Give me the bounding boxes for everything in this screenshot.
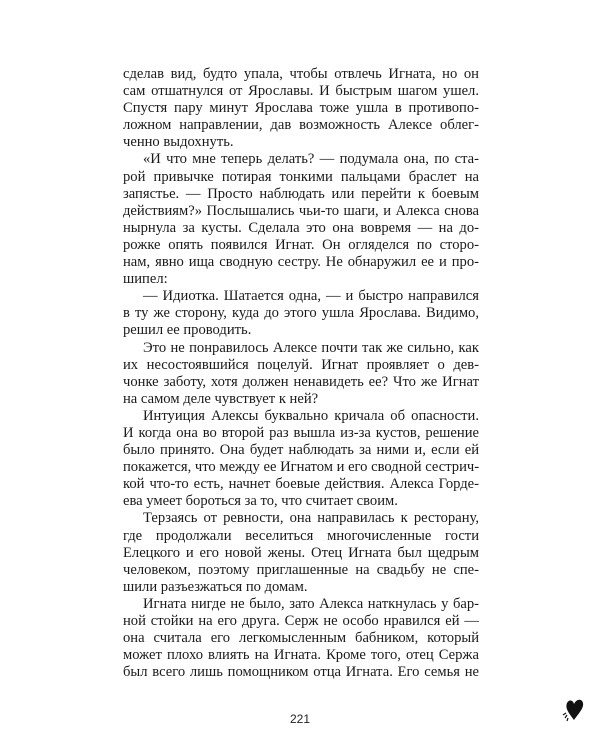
text-line: человеком, поэтому приглашенные на свадьбу не спе- — [123, 561, 479, 578]
page-body-text — [123, 66, 479, 681]
paragraph — [123, 408, 479, 511]
text-line: их несостоявшийся поцелуй. Игнат проявляет о дев- — [123, 356, 479, 373]
text-line: Елецкого и его новой жены. Отец Игната был щедрым — [123, 544, 479, 561]
text-line: чонке заботу, хотя должен ненавидеть ее? Что же Игнат — [123, 373, 479, 390]
text-line: решил ее проводить. — [123, 322, 252, 339]
text-line: рожке опять появился Игнат. Он огляделся по сторо- — [123, 236, 479, 253]
paragraph — [123, 151, 479, 288]
text-line: ной стойки на его друга. Серж не особо нравился ей — — [123, 613, 479, 629]
text-line: — Идиотка. Шатается одна, — и быстро направился — [143, 288, 479, 305]
text-line: И когда она во второй раз вышла из-за кустов, решение — [123, 424, 479, 441]
text-line: рой привычке потирая тонкими пальцами браслет на — [123, 168, 479, 185]
text-line: может плохо влиять на Игната. Кроме того, отец Сержа — [123, 647, 479, 664]
text-line: ева умеет бороться за то, что считает своим. — [123, 493, 398, 510]
text-line: на самом деле чувствует к ней? — [123, 390, 319, 407]
text-line: в ту же сторону, куда до этого ушла Ярослава. Видимо, — [123, 305, 479, 322]
text-line: где продолжали веселиться многочисленные гости — [123, 527, 479, 544]
text-line: Спустя пару минут Ярослава тоже ушла в противопо- — [123, 100, 479, 117]
text-line: запястье. — Просто наблюдать или перейти к боевым — [123, 185, 479, 202]
text-line: шипел: — [123, 271, 168, 288]
text-line: Это не понравилось Алексе почти так же сильно, как — [143, 339, 479, 356]
text-line: шили разъезжаться по домам. — [123, 578, 308, 595]
paragraph — [123, 66, 479, 151]
text-line: она считала его легкомысленным бабником, который — [123, 630, 479, 647]
text-line: нам, явно ища сводную сестру. Не обнаружил ее и про- — [123, 254, 479, 271]
text-line: кой что-то есть, начнет боевые действия. Алекса Горде- — [123, 476, 479, 493]
text-line: ченно выдохнуть. — [123, 134, 234, 151]
text-line: сделав вид, будто упала, чтобы отвлечь Игната, но он — [123, 66, 479, 82]
paragraph — [123, 340, 479, 408]
paragraph — [123, 510, 479, 595]
text-line: ложном направлении, дав возможность Алексе облег- — [123, 117, 479, 134]
text-line: Терзаясь от ревности, она направилась к ресторану, — [143, 510, 479, 527]
text-line: нырнула за кусты. Сделала это она вовремя — на до- — [123, 219, 479, 236]
heart-icon — [560, 694, 590, 724]
text-line: сам отшатнулся от Ярославы. И быстрым шагом ушел. — [123, 83, 479, 100]
text-line: было принято. Она будет наблюдать за ними и, если ей — [123, 442, 479, 459]
text-line: покажется, что между ее Игнатом и его сводной сестрич- — [123, 459, 480, 476]
text-line: был всего лишь помощником отца Игната. Его семья не — [123, 664, 479, 681]
text-line: действиям?» Послышались чьи-то шаги, и Алекса снова — [123, 202, 479, 219]
text-line: Игната нигде не было, зато Алекса наткнулась у бар- — [143, 595, 479, 612]
text-line: Интуиция Алексы буквально кричала об опасности. — [143, 407, 479, 424]
paragraph — [123, 596, 479, 681]
text-line: «И что мне теперь делать? — подумала она, по ста- — [143, 151, 479, 168]
paragraph — [123, 288, 479, 339]
page-number: 221 — [289, 712, 311, 726]
